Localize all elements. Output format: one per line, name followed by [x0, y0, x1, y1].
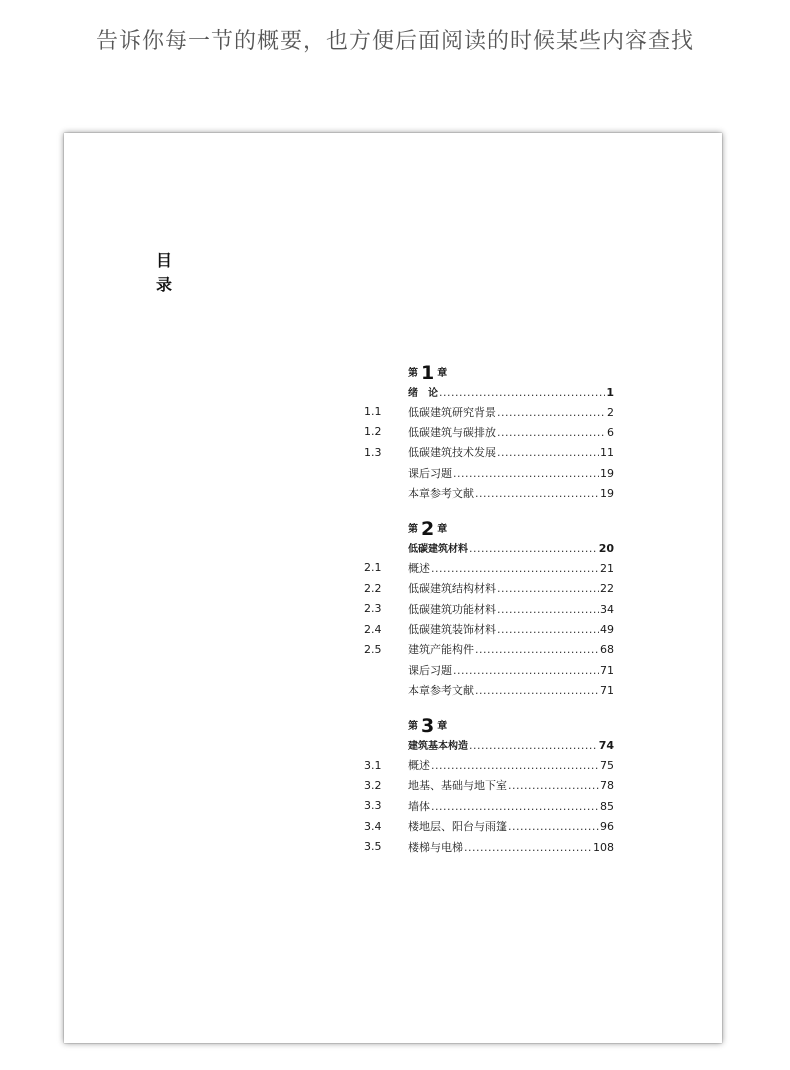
- section-title: 建筑产能构件: [408, 643, 474, 657]
- chapter-heading: [364, 712, 614, 738]
- section-title: 本章参考文献: [408, 487, 474, 501]
- page-number: 71: [600, 684, 614, 698]
- chapter-2: [364, 515, 614, 700]
- chapter-number: 3: [421, 715, 435, 738]
- page-number: 1: [606, 385, 614, 399]
- section-number: 1.3: [364, 445, 382, 459]
- dot-leader: [431, 562, 599, 575]
- dot-leader: [497, 603, 599, 616]
- chapter-title-row[interactable]: [364, 734, 614, 754]
- caption-text: 告诉你每一节的概要，也方便后面阅读的时候某些内容查找: [95, 29, 694, 54]
- section-number: 3.5: [364, 840, 382, 854]
- dot-leader: [453, 664, 599, 677]
- page-number: 21: [600, 561, 614, 575]
- toc-heading-char: 录: [156, 275, 173, 294]
- page-number: 108: [593, 840, 614, 854]
- page-number: 34: [600, 602, 614, 616]
- section-title: 本章参考文献: [408, 684, 474, 698]
- toc-entry[interactable]: [364, 639, 614, 659]
- dot-leader: [497, 623, 599, 636]
- section-title: 低碳建筑研究背景: [408, 405, 496, 419]
- page-number: 68: [600, 643, 614, 657]
- toc-entry[interactable]: [364, 422, 614, 442]
- dot-leader: [497, 446, 599, 459]
- page-number: 19: [600, 487, 614, 501]
- toc-entry[interactable]: [364, 775, 614, 795]
- page-number: 2: [607, 405, 614, 419]
- page-number: 78: [600, 779, 614, 793]
- section-title: 课后习题: [408, 466, 452, 480]
- dot-leader: [497, 582, 599, 595]
- section-title: 地基、基础与地下室: [408, 779, 507, 793]
- page-number: 96: [600, 820, 614, 834]
- dot-leader: [439, 386, 605, 399]
- dot-leader: [469, 739, 598, 752]
- chapter-title: 绪 论: [408, 387, 438, 399]
- section-number: 3.2: [364, 778, 382, 792]
- section-title: 概述: [408, 561, 430, 575]
- dot-leader: [508, 779, 599, 792]
- page-number: 85: [600, 799, 614, 813]
- section-number: 2.4: [364, 622, 382, 636]
- section-number: 3.1: [364, 758, 382, 772]
- dot-leader: [497, 426, 606, 439]
- chapter-title-row[interactable]: [364, 381, 614, 401]
- dot-leader: [508, 820, 599, 833]
- dot-leader: [431, 759, 599, 772]
- toc-entry[interactable]: [364, 463, 614, 483]
- page-number: 11: [600, 446, 614, 460]
- page-number: 49: [600, 623, 614, 637]
- page-number: 19: [600, 466, 614, 480]
- section-title: 墙体: [408, 799, 430, 813]
- document-page: [64, 133, 722, 1043]
- toc-entry[interactable]: [364, 578, 614, 598]
- dot-leader: [475, 487, 599, 500]
- section-title: 低碳建筑装饰材料: [408, 623, 496, 637]
- chapter-title: 低碳建筑材料: [408, 544, 468, 556]
- section-number: 1.2: [364, 425, 382, 439]
- toc-entry[interactable]: [364, 442, 614, 462]
- toc-entry[interactable]: [364, 558, 614, 578]
- toc-entry[interactable]: [364, 836, 614, 856]
- section-number: 2.2: [364, 581, 382, 595]
- toc-entry[interactable]: [364, 816, 614, 836]
- chapter-suffix: 章: [437, 524, 448, 536]
- section-number: 3.3: [364, 799, 382, 813]
- chapter-number: 2: [421, 518, 435, 541]
- chapter-1: [364, 359, 614, 503]
- page-number: 22: [600, 582, 614, 596]
- section-title: 概述: [408, 759, 430, 773]
- toc-entry[interactable]: [364, 796, 614, 816]
- section-number: 3.4: [364, 819, 382, 833]
- page-number: 20: [598, 542, 614, 556]
- chapter-prefix: 第: [408, 721, 418, 733]
- toc-entry[interactable]: [364, 599, 614, 619]
- page-number: 6: [607, 425, 614, 439]
- toc-entry[interactable]: [364, 660, 614, 680]
- dot-leader: [475, 684, 599, 697]
- chapter-heading: [364, 359, 614, 384]
- page-number: 74: [598, 739, 614, 753]
- section-number: 2.1: [364, 561, 382, 575]
- table-of-contents: [364, 359, 614, 869]
- chapter-suffix: 章: [437, 721, 448, 733]
- page-number: 71: [600, 663, 614, 677]
- dot-leader: [453, 467, 599, 480]
- section-title: 低碳建筑功能材料: [408, 602, 496, 616]
- section-number: 2.3: [364, 602, 382, 616]
- toc-entry[interactable]: [364, 401, 614, 421]
- toc-heading: [156, 249, 180, 297]
- chapter-3: [364, 712, 614, 856]
- toc-entry[interactable]: [364, 755, 614, 775]
- section-title: 低碳建筑技术发展: [408, 446, 496, 460]
- section-title: 低碳建筑与碳排放: [408, 425, 496, 439]
- section-number: 1.1: [364, 405, 382, 419]
- dot-leader: [497, 406, 606, 419]
- page-number: 75: [600, 759, 614, 773]
- chapter-title: 建筑基本构造: [408, 741, 468, 753]
- toc-entry[interactable]: [364, 619, 614, 639]
- chapter-prefix: 第: [408, 524, 418, 536]
- toc-entry[interactable]: [364, 680, 614, 700]
- chapter-suffix: 章: [437, 368, 448, 379]
- section-title: 课后习题: [408, 663, 452, 677]
- section-title: 低碳建筑结构材料: [408, 582, 496, 596]
- chapter-number: 1: [421, 362, 435, 384]
- section-title: 楼梯与电梯: [408, 840, 463, 854]
- toc-entry[interactable]: [364, 483, 614, 503]
- chapter-title-row[interactable]: [364, 537, 614, 557]
- toc-heading-char: 目: [156, 251, 173, 270]
- section-title: 楼地层、阳台与雨篷: [408, 820, 507, 834]
- dot-leader: [464, 841, 592, 854]
- dot-leader: [431, 800, 599, 813]
- dot-leader: [475, 643, 599, 656]
- chapter-heading: [364, 515, 614, 541]
- chapter-prefix: 第: [408, 368, 418, 379]
- dot-leader: [469, 542, 598, 555]
- section-number: 2.5: [364, 642, 382, 656]
